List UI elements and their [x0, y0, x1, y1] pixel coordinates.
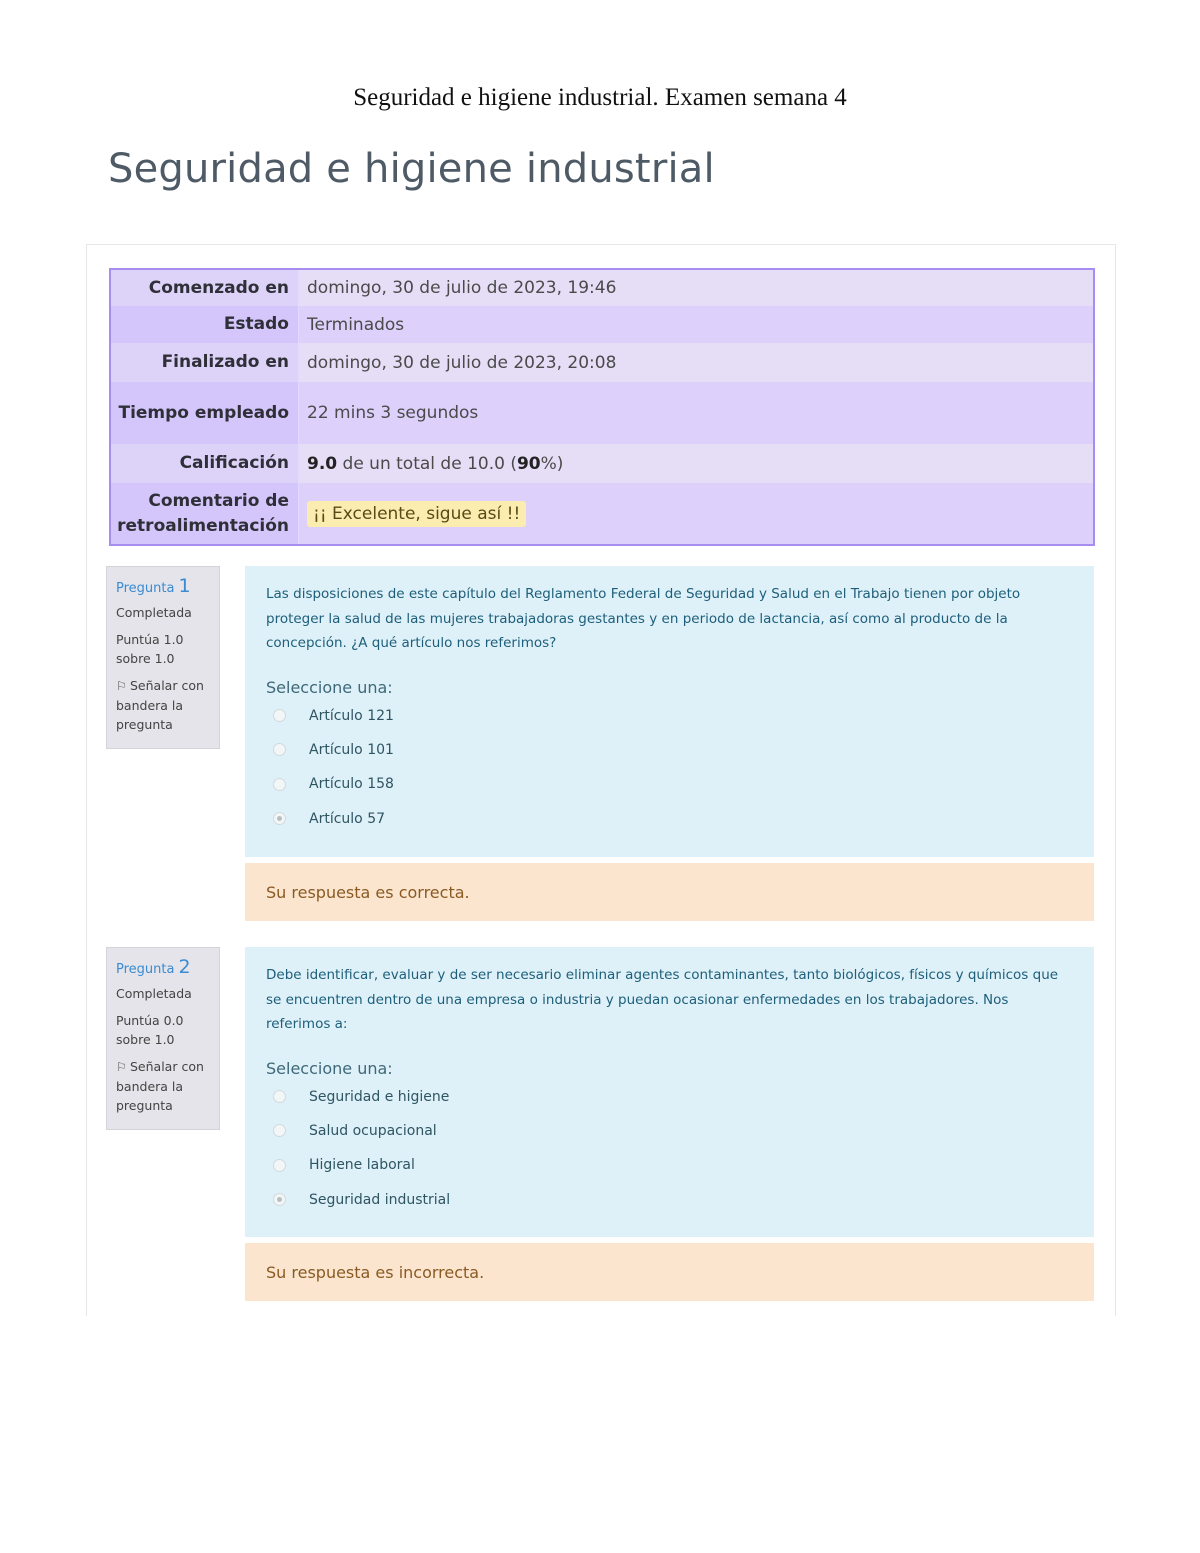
question-info-2 — [106, 947, 220, 1130]
question-text: Las disposiciones de este capítulo del Reglamento Federal de Seguridad y Salud en el Trabajo tienen por objeto proteger la salud de las mujeres trabajadoras gestantes y en periodo de lactancia, así como al producto de la concepción. ¿A qué artículo nos referimos? — [266, 586, 1021, 651]
answer-options — [266, 1080, 1074, 1217]
answer-option-label: Higiene laboral — [309, 1157, 415, 1174]
question-number — [116, 956, 211, 978]
question-label: Pregunta — [116, 962, 175, 977]
summary-value — [299, 483, 1095, 545]
page-title: Seguridad e higiene industrial — [108, 146, 715, 192]
grade-total-end: %) — [540, 453, 564, 474]
feedback-message: ¡¡ Excelente, sigue así !! — [307, 501, 526, 527]
flag-icon: ⚐ — [116, 679, 127, 693]
answer-option-label: Seguridad industrial — [309, 1191, 451, 1208]
question-info-1 — [106, 566, 220, 749]
summary-value: 22 mins 3 segundos — [299, 382, 1095, 444]
summary-row-grade — [110, 444, 1094, 483]
answer-outcome: Su respuesta es correcta. — [245, 863, 1094, 921]
answer-option[interactable] — [266, 801, 1074, 835]
question-content-1 — [245, 566, 1094, 857]
answer-option-label: Artículo 158 — [309, 776, 394, 793]
answer-option-label: Seguridad e higiene — [309, 1088, 450, 1105]
summary-value: domingo, 30 de julio de 2023, 19:46 — [299, 269, 1095, 306]
question-number — [116, 575, 211, 597]
summary-label: Estado — [110, 306, 299, 343]
radio-button[interactable] — [273, 1090, 286, 1103]
answer-option[interactable] — [266, 733, 1074, 767]
summary-label: Finalizado en — [110, 343, 299, 382]
radio-button[interactable] — [273, 1124, 286, 1137]
summary-label: Calificación — [110, 444, 299, 483]
question-number-value: 2 — [178, 956, 191, 978]
answer-option[interactable] — [266, 767, 1074, 801]
answer-option-label: Artículo 101 — [309, 741, 394, 758]
document-header: Seguridad e higiene industrial. Examen semana 4 — [353, 84, 847, 111]
answer-prompt: Seleccione una: — [266, 1058, 393, 1078]
question-number-value: 1 — [178, 575, 191, 597]
flag-question-link[interactable] — [116, 676, 211, 734]
radio-button[interactable] — [273, 743, 286, 756]
question-text: Debe identificar, evaluar y de ser necesario eliminar agentes contaminantes, tanto biológicos, físicos y químicos que se encuentren dentro de una empresa o industria y puedan ocasionar enfermedades en los trabajadores. Nos referimos a: — [266, 967, 1059, 1032]
radio-button[interactable] — [273, 1159, 286, 1172]
summary-value: domingo, 30 de julio de 2023, 20:08 — [299, 343, 1095, 382]
radio-button[interactable] — [273, 778, 286, 791]
summary-row-started — [110, 269, 1094, 306]
radio-button[interactable] — [273, 709, 286, 722]
answer-prompt: Seleccione una: — [266, 677, 393, 697]
flag-question-link[interactable] — [116, 1057, 211, 1115]
radio-button-selected[interactable] — [273, 812, 286, 825]
flag-icon: ⚐ — [116, 1060, 127, 1074]
answer-option[interactable] — [266, 1182, 1074, 1216]
question-grade: Puntúa 0.0 sobre 1.0 — [116, 1013, 184, 1047]
summary-row-feedback — [110, 483, 1094, 545]
summary-row-state — [110, 306, 1094, 343]
attempt-summary-table — [109, 268, 1095, 546]
answer-option[interactable] — [266, 699, 1074, 733]
radio-button-selected[interactable] — [273, 1193, 286, 1206]
answer-option[interactable] — [266, 1148, 1074, 1182]
summary-value — [299, 444, 1095, 483]
answer-option[interactable] — [266, 1114, 1074, 1148]
summary-row-time-taken — [110, 382, 1094, 444]
grade-percent: 90 — [516, 453, 541, 474]
question-grade: Puntúa 1.0 sobre 1.0 — [116, 632, 184, 666]
summary-label: Comenzado en — [110, 269, 299, 306]
question-content-2 — [245, 947, 1094, 1237]
summary-label: Comentario de retroalimentación — [110, 483, 299, 545]
answer-option[interactable] — [266, 1080, 1074, 1114]
flag-question-label: Señalar con bandera la pregunta — [116, 1059, 204, 1113]
summary-row-finished — [110, 343, 1094, 382]
summary-value: Terminados — [299, 306, 1095, 343]
grade-score: 9.0 — [307, 453, 338, 474]
question-state: Completada — [116, 986, 192, 1001]
grade-total-text: de un total de 10.0 ( — [337, 453, 517, 474]
answer-option-label: Artículo 57 — [309, 810, 386, 827]
answer-options — [266, 699, 1074, 836]
summary-label: Tiempo empleado — [110, 382, 299, 444]
question-label: Pregunta — [116, 581, 175, 596]
flag-question-label: Señalar con bandera la pregunta — [116, 678, 204, 732]
answer-option-label: Salud ocupacional — [309, 1122, 437, 1139]
answer-outcome: Su respuesta es incorrecta. — [245, 1243, 1094, 1301]
question-state: Completada — [116, 605, 192, 620]
answer-option-label: Artículo 121 — [309, 707, 394, 724]
